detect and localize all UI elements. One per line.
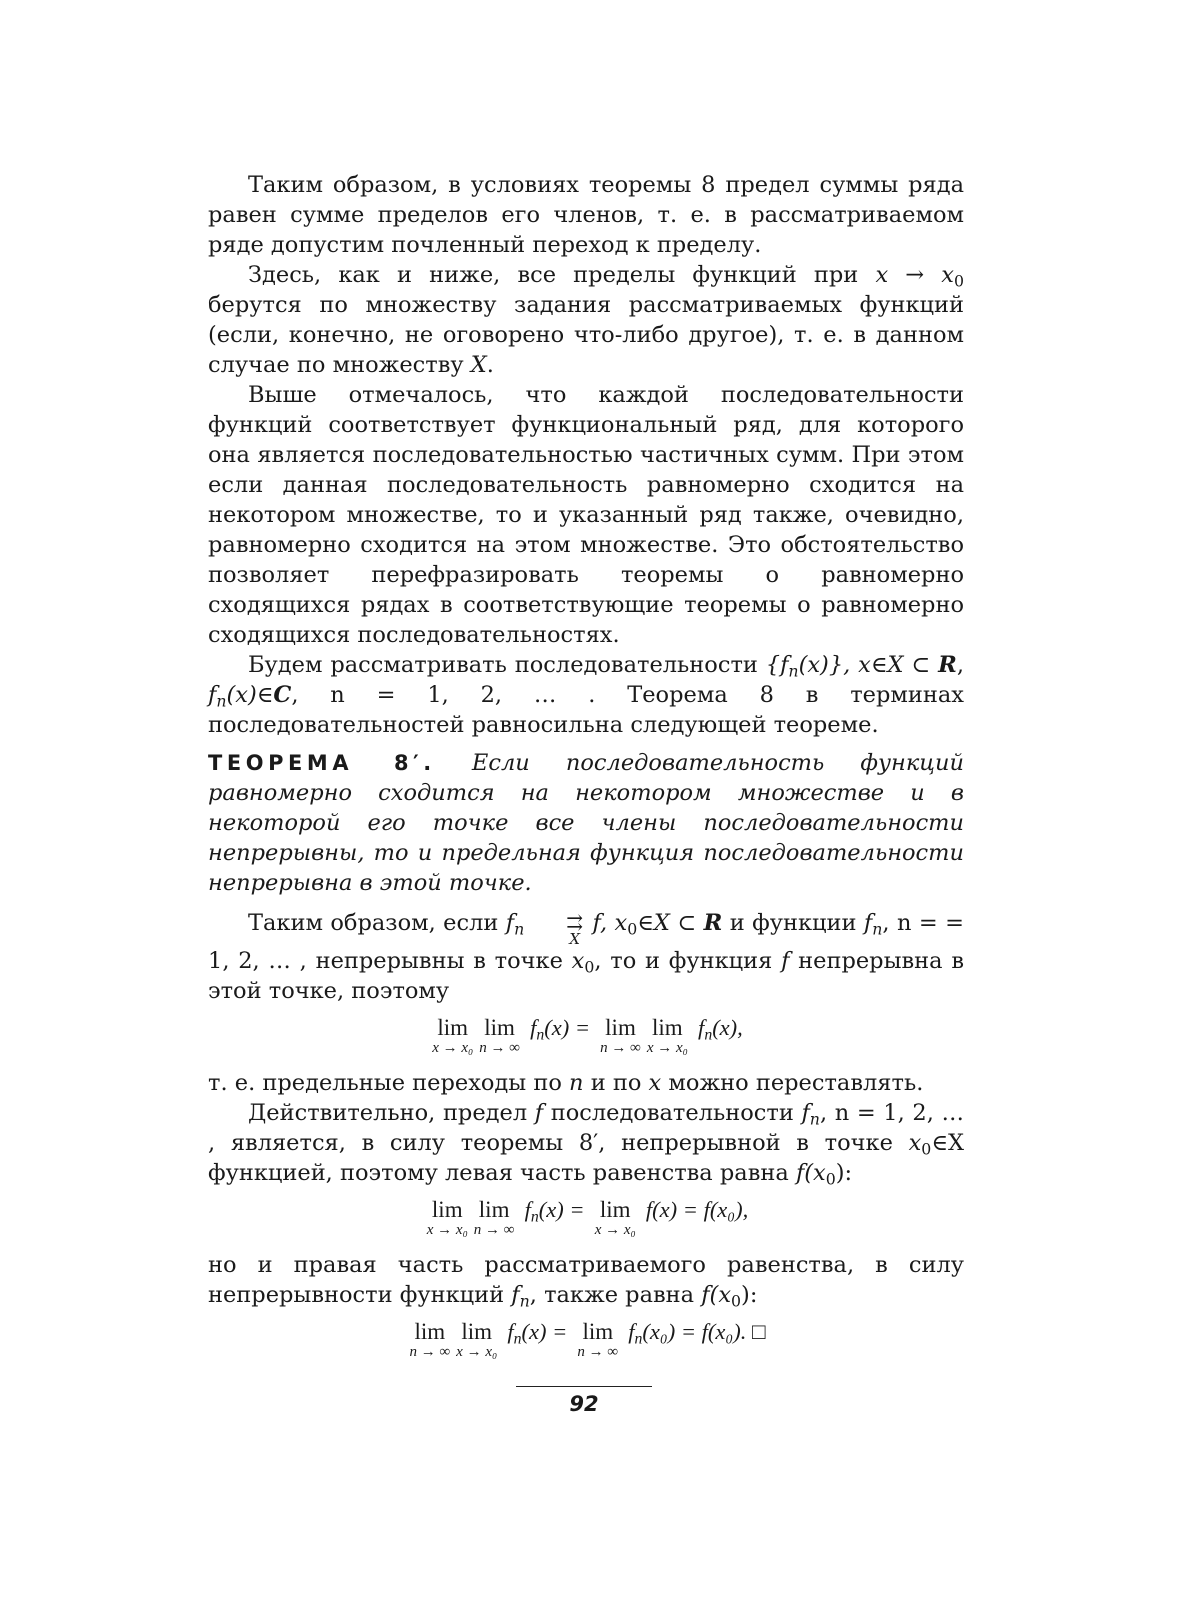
p7-fn: f: [801, 1100, 810, 1126]
paragraph-5: [208, 908, 964, 1006]
p8-text-b: , также равна: [529, 1282, 702, 1308]
footer-rule: [516, 1386, 652, 1387]
p4-set-r: R: [938, 652, 957, 678]
p5-text-g: , то и функция: [594, 948, 782, 974]
p5-f2: f: [781, 948, 790, 974]
p5-fn-sub: n: [514, 919, 525, 939]
paragraph-1: [208, 170, 964, 260]
formula-2: [208, 1198, 964, 1238]
p5-f: f: [585, 910, 600, 936]
formula-1-end: $f_n(x)$,: [698, 1015, 743, 1044]
formula-2-end: f(x) = f(x₀),: [645, 1197, 749, 1222]
formula-3-middle: $f_n(x)$ =: [507, 1319, 568, 1348]
p5-fn2-sub: n: [872, 919, 883, 939]
page-body: [208, 170, 964, 1372]
p6-text-a: т. е. предельные переходы по: [208, 1070, 570, 1096]
p2-set: X: [470, 352, 487, 378]
uconv-arrow-glyph: ⇉: [566, 910, 584, 934]
lim-operator: lim x → x₀: [646, 1015, 688, 1056]
formula-2-middle: $f_n(x)$ =: [524, 1197, 585, 1226]
p5-set-r: R: [703, 910, 723, 936]
p8-fx0: f(x: [701, 1282, 732, 1308]
paragraph-2: [208, 260, 964, 380]
theorem-8-prime: [208, 748, 964, 898]
p4-seq-end: (x)}: [798, 652, 844, 678]
uconv-arrow-set: X: [569, 930, 580, 948]
p4-text-a: Будем рассматривать последовательности: [248, 652, 766, 678]
p7-text-c: , n = 1, 2, … , является, в силу теоремы 8′, непрерывной в точке: [208, 1100, 964, 1156]
p4-seq: {f: [765, 652, 789, 678]
p7-text-e: ):: [835, 1160, 853, 1186]
p2-text-a: Здесь, как и ниже, все пределы функций при: [248, 262, 876, 288]
p8-fx0-sub: 0: [731, 1291, 742, 1311]
lim-operator: lim n → ∞: [600, 1015, 641, 1056]
p5-x0: , x: [599, 910, 628, 936]
p6-text-b: и по: [583, 1070, 649, 1096]
p5-point: x: [571, 948, 585, 974]
paragraph-1-text: Таким образом, в условиях теоремы 8 предел суммы ряда равен сумме пределов его членов, т. е. в рассматриваемом ряде допустим почленный переход к пределу.: [208, 172, 964, 258]
p4-tail: , n = 1, 2, … . Теорема 8 в терминах последовательностей равносильна следующей теореме.: [208, 682, 964, 738]
p5-text-h: непрерывна в этой точке, поэтому: [208, 948, 964, 1004]
p4-seq-sub: n: [788, 661, 799, 681]
lim-operator: lim n → ∞: [577, 1319, 619, 1360]
page-number: 92: [569, 1392, 599, 1416]
p2-text-b: берутся по множеству задания рассматриваемых функций (если, конечно, не оговорено что-либо другое), т. е. в данном случае по множеству: [208, 292, 964, 378]
formula-3-end: $f_n(x_0) = f(x_0)$. □: [628, 1319, 766, 1348]
p7-x0-sub: 0: [921, 1139, 932, 1159]
p6-text-c: можно переставлять.: [661, 1070, 924, 1096]
p7-text-b: последовательности: [543, 1100, 802, 1126]
paragraph-3-text: Выше отмечалось, что каждой последовательности функций соответствует функциональный ряд, для которого она является последовательностью частичных сумм. При этом если данная последовательность равномерно сходится на некотором множестве, то и указанный ряд также, очевидно, равномерно сходится на этом множестве. Это обстоятельство позволяет перефразировать теоремы о равномерно сходящихся рядах в соответствующие теоремы о равномерно сходящихся последовательностях.: [208, 382, 964, 648]
p2-var: x → x: [875, 262, 954, 288]
uniform-convergence-arrow: [526, 908, 583, 946]
p6-x: x: [648, 1070, 662, 1096]
lim-operator: lim n → ∞: [479, 1015, 520, 1056]
paragraph-8: [208, 1250, 964, 1310]
p5-x0-sub: 0: [627, 919, 638, 939]
p8-text-a: но и правая часть рассматриваемого равенства, в силу непрерывности функций: [208, 1252, 964, 1308]
p4-cond: , x∈X ⊂: [843, 652, 939, 678]
p7-x0: x: [908, 1130, 922, 1156]
theorem-text: Если последовательность функций равномерно сходится на некотором множестве и в некоторой его точке все члены последовательности непрерывны, то и предельная функция последовательности непрерывна в этой точке.: [208, 750, 964, 896]
paragraph-3: [208, 380, 964, 650]
p5-fn: f: [505, 910, 515, 936]
formula-3: [208, 1320, 964, 1360]
p6-n: n: [569, 1070, 584, 1096]
p4-comma: ,: [956, 652, 964, 678]
lim-operator: lim x → x₀: [594, 1197, 636, 1238]
p4-set-c: C: [273, 682, 292, 708]
p5-point-sub: 0: [584, 957, 595, 977]
paragraph-4: [208, 650, 964, 740]
paragraph-7: [208, 1098, 964, 1188]
p5-text-a: Таким образом, если: [248, 910, 506, 936]
lim-operator: lim n → ∞: [473, 1197, 515, 1238]
lim-operator: lim x → x₀: [456, 1319, 498, 1360]
p7-fn-sub: n: [809, 1109, 820, 1129]
p5-text-e: , n = = 1, 2, … , непрерывны в точке: [208, 910, 964, 974]
p5-in-set: ∈X ⊂: [637, 910, 704, 936]
p2-text-c: .: [486, 352, 494, 378]
formula-1-middle: $f_n(x)$ =: [530, 1015, 590, 1044]
p4-fn: f: [208, 682, 217, 708]
lim-operator: lim x → x₀: [426, 1197, 468, 1238]
p5-text-d: и функции: [722, 910, 864, 936]
theorem-label: ТЕОРЕМА 8′.: [208, 751, 436, 775]
p5-fn2: f: [863, 910, 873, 936]
p4-fn-rest: (x)∈: [226, 682, 274, 708]
p8-fn-sub: n: [519, 1291, 530, 1311]
p7-fx0: f(x: [795, 1160, 826, 1186]
p8-fn: f: [511, 1282, 520, 1308]
p4-fn-sub: n: [216, 691, 227, 711]
p8-text-c: ):: [741, 1282, 758, 1308]
p7-fx0-sub: 0: [825, 1169, 836, 1189]
paragraph-6: [208, 1068, 964, 1098]
lim-operator: lim n → ∞: [409, 1319, 451, 1360]
p7-f: f: [534, 1100, 544, 1126]
p7-text-d: ∈X функцией, поэтому левая часть равенства равна: [208, 1130, 964, 1186]
formula-1: [208, 1016, 964, 1056]
p2-sub: 0: [953, 271, 964, 291]
p7-text-a: Действительно, предел: [248, 1100, 535, 1126]
lim-operator: lim x → x₀: [432, 1015, 474, 1056]
